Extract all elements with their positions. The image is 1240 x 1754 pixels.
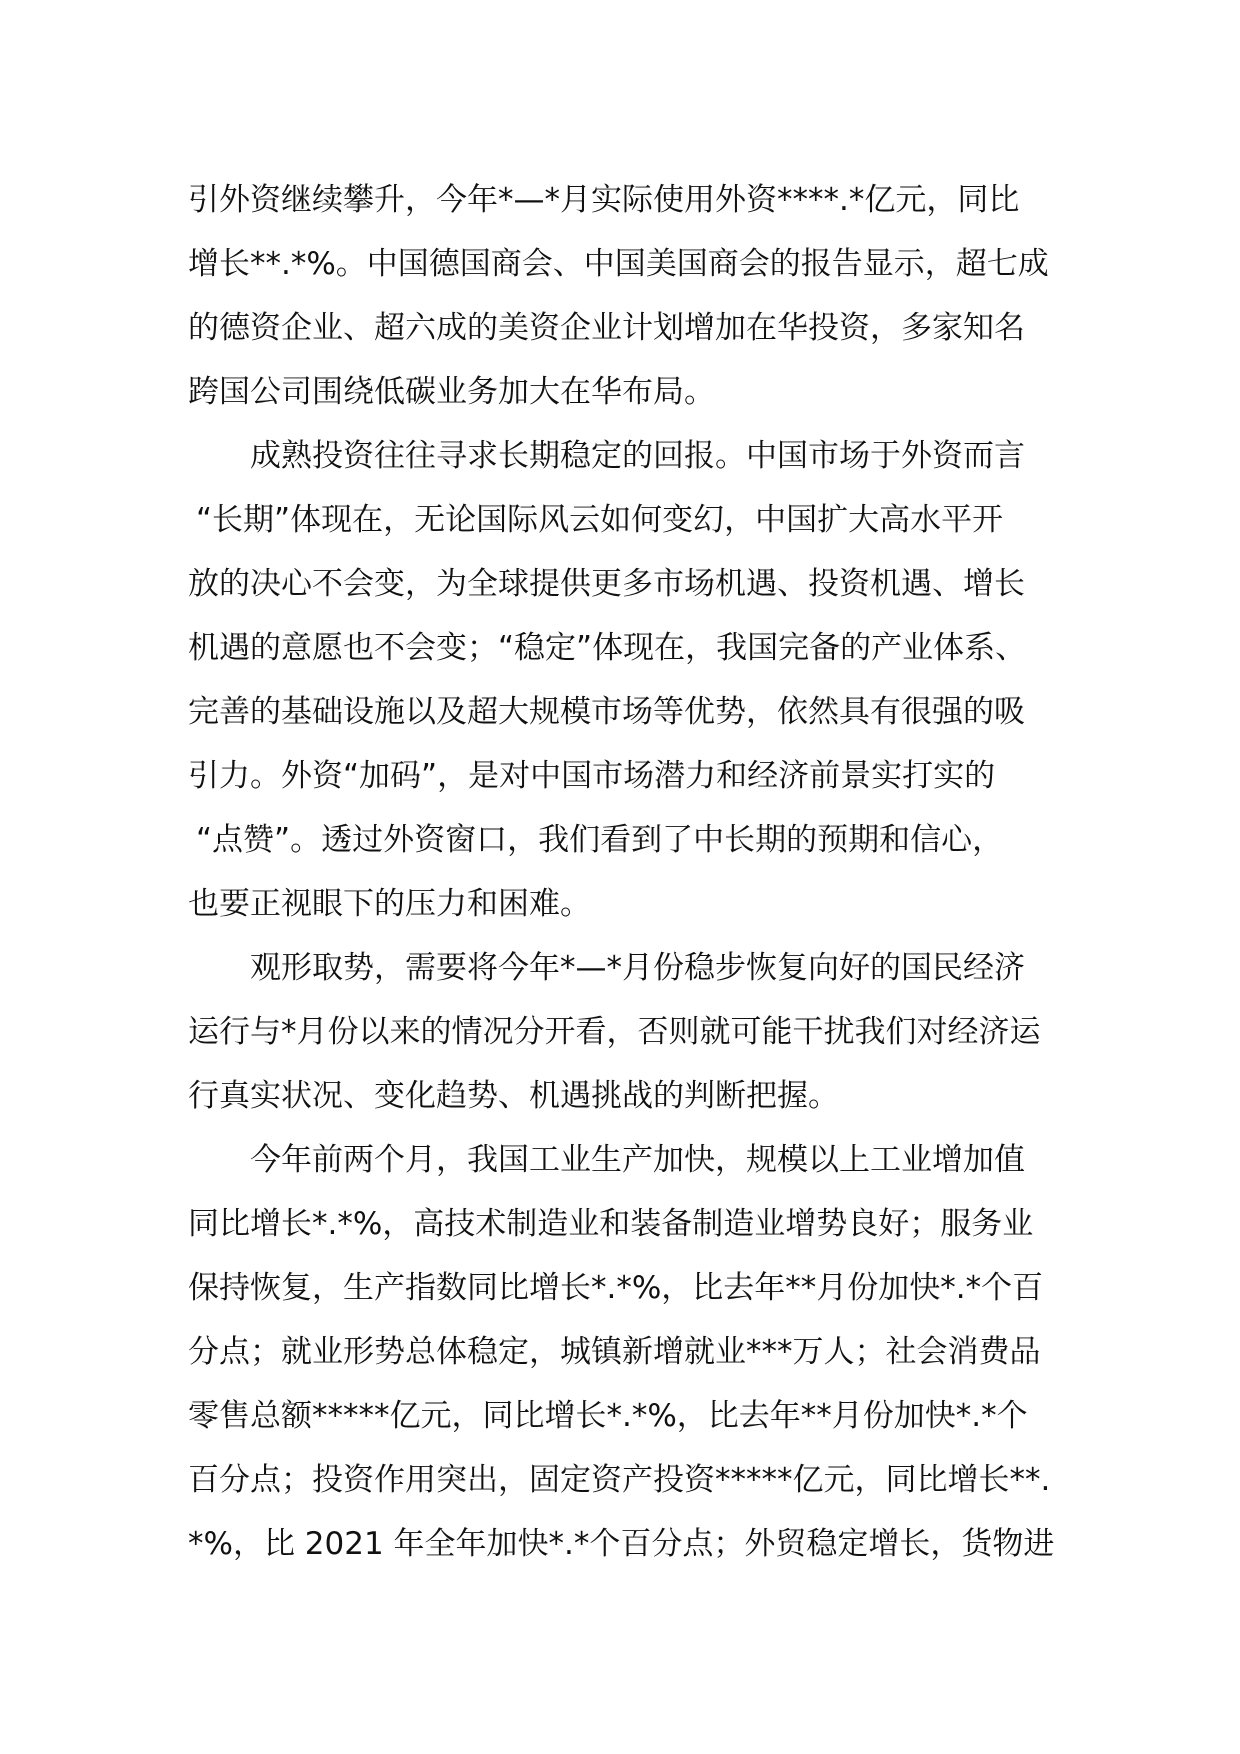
body-text [188, 168, 1068, 1576]
text-line: 今年前两个月，我国工业生产加快，规模以上工业增加值 [250, 1142, 1025, 1178]
text-line: 也要正视眼下的压力和困难。 [188, 886, 591, 922]
text-line: 同比增长*.*%，高技术制造业和装备制造业增势良好；服务业 [188, 1206, 1034, 1242]
paragraph-1 [188, 168, 1068, 424]
text-line: 保持恢复，生产指数同比增长*.*%，比去年**月份加快*.*个百 [188, 1270, 1044, 1306]
text-line: 机遇的意愿也不会变；“稳定”体现在，我国完备的产业体系、 [188, 630, 1027, 666]
text-line: “点赞”。透过外资窗口，我们看到了中长期的预期和信心， [196, 822, 1004, 858]
text-line: 分点；就业形势总体稳定，城镇新增就业***万人；社会消费品 [188, 1334, 1041, 1370]
text-line: 百分点；投资作用突出，固定资产投资*****亿元，同比增长**. [188, 1462, 1051, 1498]
paragraph-4 [188, 1128, 1068, 1576]
text-line: 成熟投资往往寻求长期稳定的回报。中国市场于外资而言 [250, 438, 1025, 474]
text-line: 零售总额*****亿元，同比增长*.*%，比去年**月份加快*.*个 [188, 1398, 1028, 1434]
text-line: 引力。外资“加码”，是对中国市场潜力和经济前景实打实的 [188, 758, 996, 794]
paragraph-2 [188, 424, 1068, 936]
text-line: 运行与*月份以来的情况分开看，否则就可能干扰我们对经济运 [188, 1014, 1041, 1050]
paragraph-3 [188, 936, 1068, 1128]
text-line: 增长**.*%。中国德国商会、中国美国商会的报告显示，超七成 [188, 246, 1049, 282]
text-line: 放的决心不会变，为全球提供更多市场机遇、投资机遇、增长 [188, 566, 1025, 602]
text-line: 行真实状况、变化趋势、机遇挑战的判断把握。 [188, 1078, 839, 1114]
text-line: *%，比 2021 年全年加快*.*个百分点；外贸稳定增长，货物进 [188, 1526, 1055, 1562]
text-line: 跨国公司围绕低碳业务加大在华布局。 [188, 374, 715, 410]
text-line: 引外资继续攀升，今年*—*月实际使用外资****.*亿元，同比 [188, 182, 1020, 218]
text-line: 的德资企业、超六成的美资企业计划增加在华投资，多家知名 [188, 310, 1025, 346]
text-line: 完善的基础设施以及超大规模市场等优势，依然具有很强的吸 [188, 694, 1025, 730]
text-line: “长期”体现在，无论国际风云如何变幻，中国扩大高水平开 [196, 502, 1004, 538]
text-line: 观形取势，需要将今年*—*月份稳步恢复向好的国民经济 [250, 950, 1025, 986]
